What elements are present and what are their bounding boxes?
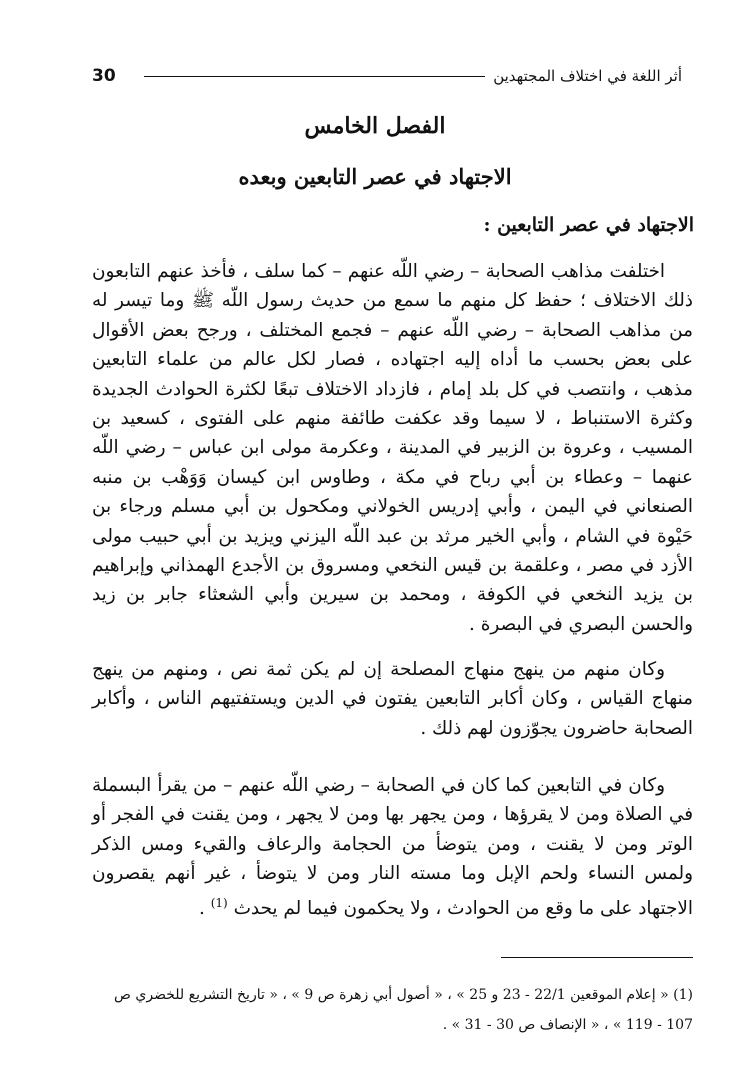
paragraph-3 [92, 771, 693, 923]
subheading: الاجتهاد في عصر التابعين : [483, 214, 694, 236]
page-number: 30 [92, 66, 116, 86]
header-rule [144, 76, 485, 77]
body-text [92, 257, 693, 923]
paragraph-2: وكان منهم من ينهج منهاج المصلحة إن لم يكن ثمة نص ، ومنهم من ينهج منهاج القياس ، وكان أكابر التابعين يفتون في الدين ويستفتيهم الناس ، وأكابر الصحابة حاضرون يجوّزون لهم ذلك . [92, 659, 693, 739]
chapter-title: الفصل الخامس [304, 113, 446, 139]
section-title: الاجتهاد في عصر التابعين وبعده [238, 164, 512, 189]
book-title: أثر اللغة في اختلاف المجتهدين [493, 67, 682, 85]
footnote: (1) « إعلام الموقعين 22/1 - 23 و 25 » ، « أصول أبي زهرة ص 9 » ، « تاريخ التشريع للخضري ص 107 - 119 » ، « الإنصاف ص 30 - 31 » . [114, 987, 693, 1033]
paragraph-1: اختلفت مذاهب الصحابة – رضي اللّه عنهم – كما سلف ، فأخذ عنهم التابعون ذلك الاختلاف ؛ حفظ كل منهم ما سمع من حديث رسول اللّه ﷺ وما تيسر له من مذاهب الصحابة – رضي اللّه عنهم – فجمع المختلف ، ورجح بعض الأقوال على بعض بحسب ما أداه إليه اجتهاده ، فصار لكل عالم من علماء التابعين مذهب ، وانتصب في كل بلد إمام ، فازداد الاختلاف تبعًا لكثرة الحوادث الجديدة وكثرة الاستنباط ، لا سيما وقد عكفت طائفة منهم على الفتوى ، كسعيد بن المسيب ، وعروة بن الزبير في المدينة ، وعكرمة مولى ابن عباس – رضي اللّه عنهما – وعطاء بن أبي رباح في مكة ، وطاوس ابن كيسان وَوَهْب بن منبه الصنعاني في اليمن ، وأبي إدريس الخولاني ومكحول بن أبي مسلم ورجاء بن حَيْوة في الشام ، وأبي الخير مرثد بن عبد اللّه اليزني ويزيد بن أبي حبيب مولى الأزد في مصر ، وعلقمة بن قيس النخعي ومسروق بن الأجدع الهمذاني وإبراهيم بن يزيد النخعي في الكوفة ، ومحمد بن سيرين وأبي الشعثاء جابر بن زيد والحسن البصري في البصرة . [92, 261, 693, 635]
paragraph-3-text: وكان في التابعين كما كان في الصحابة – رضي اللّه عنهم – من يقرأ البسملة في الصلاة ومن لا يقرؤها ، ومن يجهر بها ومن لا يجهر ، ومن يقنت في الفجر أو الوتر ومن لا يقنت ، ومن يتوضأ من الحجامة والرعاف والقيء ومس الذكر ولمس النساء ولحم الإبل وما مسته النار ومن لا يتوضأ ، غير أنهم يقصرون الاجتهاد على ما وقع من الحوادث ، ولا يحكمون فيما لم يحدث [92, 775, 693, 919]
footnote-rule [501, 957, 693, 958]
footnote-reference: (1) [210, 895, 228, 910]
running-header [92, 62, 682, 90]
paragraph-3-end: . [199, 897, 211, 919]
